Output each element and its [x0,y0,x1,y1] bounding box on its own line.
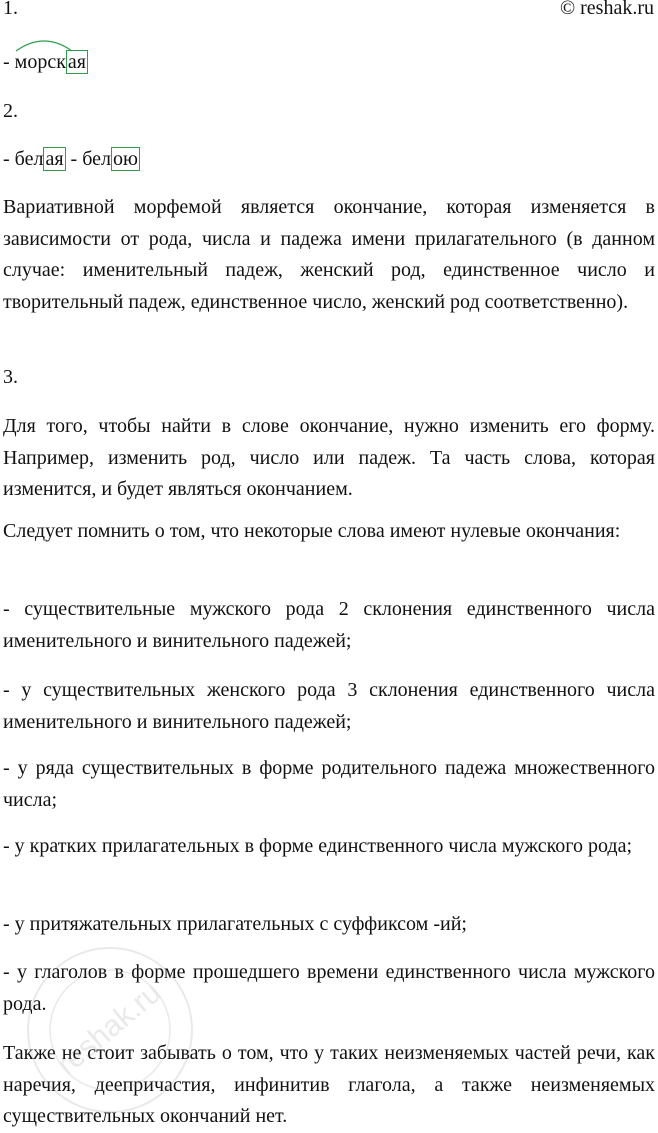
list-item: - существительные мужского рода 2 склонения единственного числа именительного и винительного падежей; [3,598,655,652]
section-number-3: 3. [3,366,18,388]
svg-text:reshak.ru: reshak.ru [50,976,168,1082]
list-item: - у существительных женского рода 3 склонения единственного числа именительного и винительного падежей; [3,679,655,733]
dash: - [3,51,15,73]
ending-box: ая [67,51,86,73]
root-arc-icon [14,33,74,53]
paragraph-zero-endings: Следует помнить о том, что некоторые слова имеют нулевые окончания: [3,520,621,542]
morpheme-parse-belaya-beloyu: - бел ая - бел ою [3,148,138,170]
list-item: - у кратких прилагательных в форме единственного числа мужского рода; [3,835,633,857]
list-item: - у притяжательных прилагательных с суффиксом -ий; [3,913,467,935]
paragraph-find-ending: Для того, чтобы найти в слове окончание, нужно изменить его форму. Например, изменить род, число или падеж. Та часть слова, которая изменится, и будет являться окончанием. [3,415,655,500]
root-morsk: морск [15,50,66,74]
paragraph-variative-morpheme: Вариативной морфемой является окончание, которая изменяется в зависимости от рода, числа и падежа имени прилагательного (в данном случае: именительный падеж, женский род, единственное число и творительный падеж, единственное число, женский род соответственно). [3,196,655,313]
paragraph-unchangeable: Также не стоит забывать о том, что у таких неизменяемых частей речи, как наречия, деепричастия, инфинитив глагола, а также неизменяемых существительных окончаний нет. [3,1042,655,1127]
list-item: - у глаголов в форме прошедшего времени единственного числа мужского рода. [3,961,655,1015]
ending-box-1: ая [45,148,64,170]
list-item: - у ряда существительных в форме родительного падежа множественного числа; [3,757,655,811]
section-number-2: 2. [3,100,18,122]
stem-1: бел [14,148,44,170]
ending-box-2: ою [112,148,138,170]
section-number-1: 1. [3,0,18,19]
copyright-label: © reshak.ru [559,0,654,19]
morpheme-parse-morskaya [3,50,88,74]
separator: - [65,148,83,170]
stem-2: бел [82,148,111,170]
